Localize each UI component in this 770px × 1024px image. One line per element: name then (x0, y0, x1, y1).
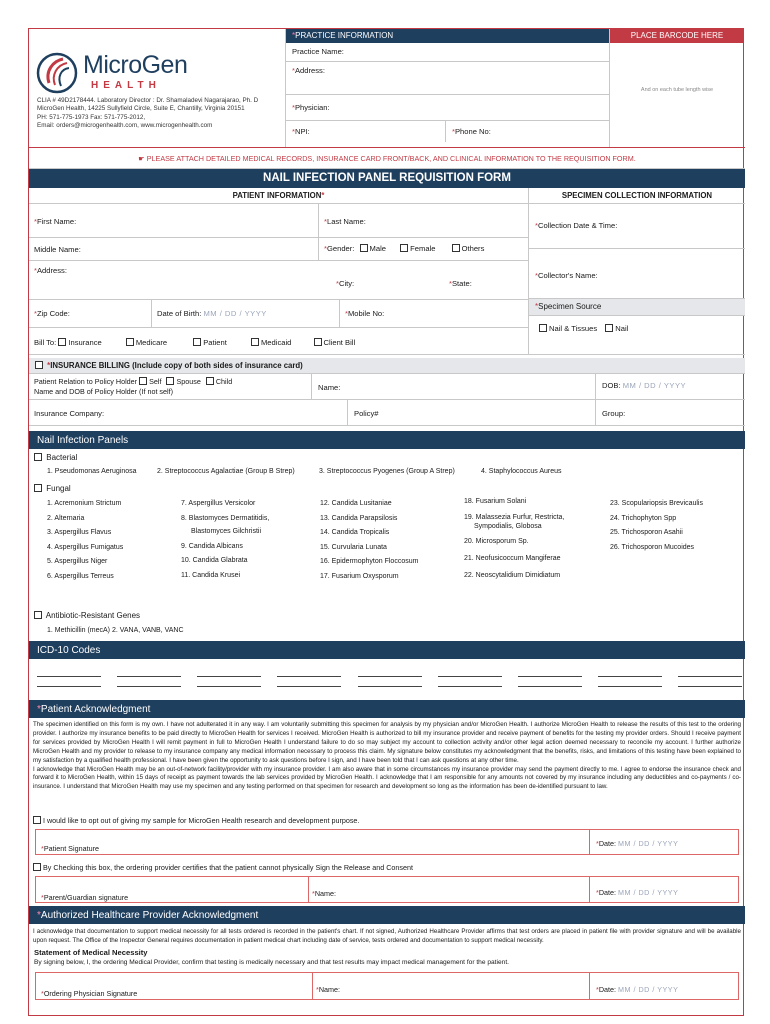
gender-female-checkbox[interactable] (400, 244, 408, 252)
list-item: 25. Trichosporon Asahii (610, 529, 683, 536)
nail-tissue-checkbox[interactable] (539, 324, 547, 332)
insurance-billing-header: *INSURANCE BILLING (Include copy of both sides of insurance card) (29, 358, 745, 374)
list-item: 10. Candida Glabrata (181, 557, 248, 564)
bacterial-checkbox[interactable] (34, 453, 42, 461)
physician-field[interactable]: *Physician: (286, 95, 609, 121)
logo (35, 49, 225, 99)
policy-holder-name-field[interactable]: Name: (312, 374, 596, 399)
list-item: 24. Trichophyton Spp (610, 514, 677, 522)
lab-info: CLIA # 49D2178444. Laboratory Director : Dr. Shamaladevi Nagarajarao, Ph. D MicroGen Health, 14225 Sullyfield Circle, Suite E, Chantilly, Virginia 20151 PH: 571-775-1973 Fax: 571-775-2012, Email: orders@microgenhealth.com, www.microgenhealth.com (37, 97, 259, 130)
collector-name-field[interactable]: *Collector's Name: (529, 249, 745, 299)
bill-insurance-checkbox[interactable] (58, 338, 66, 346)
resistant-checkbox[interactable] (34, 611, 42, 619)
icd-code-input[interactable] (277, 681, 341, 687)
physician-signature-box[interactable]: *Ordering Physician Signature *Name: *Date: MM / DD / YYYY (35, 972, 739, 1000)
nail-checkbox[interactable] (605, 324, 613, 332)
dob-field[interactable]: Date of Birth: MM / DD / YYYY (152, 300, 340, 327)
logo-mark-icon (35, 51, 79, 95)
provider-ack-header: *Authorized Healthcare Provider Acknowledgment (29, 906, 745, 924)
relation-self-checkbox[interactable] (139, 377, 147, 385)
list-item: 11. Candida Krusei (181, 571, 241, 579)
ack-paragraph-1: The specimen identified on this form is my own. I have not adulterated it in any way. I am voluntarily submitting this specimen for analysis by my physician and/or MicroGen Health. I authorize MicroGen Health to release the results of this test to the ordering provider. I authorize my insurance benefits to be paid directly to MicroGen Health for services I received. MicroGen Health is authorized to bill my insurance provider and receive payment of benefits for the testing my provider orders. Should I receive payment for services provided by MicroGen Health I will remit payment in full to MicroGen Health I understand failure to do so may subject my account to collection activity and/or other legal action deemed necessary to reconcile my account. I further authorize MicroGen Health and my provider to release to my insurance company any medical information necessary to process this claim. My signature below constitutes my acknowledgment that the benefits, risks, and limitations of this testing have been explained to my satisfaction by a qualified health professional. I have been given the opportunity to ask questions before I sign, and I have been told that I can ask questions at any other time. (33, 721, 741, 764)
practice-info (285, 29, 609, 147)
list-item: 8. Blastomyces Dermatitidis, (181, 514, 270, 522)
list-item: 6. Aspergillus Terreus (47, 572, 114, 580)
patient-address-field[interactable]: *Address: (34, 266, 67, 275)
insurance-billing-checkbox[interactable] (35, 361, 43, 369)
specimen-header: SPECIMEN COLLECTION INFORMATION (529, 188, 745, 204)
panels-header: Nail Infection Panels (29, 431, 745, 449)
city-field[interactable]: *City: (336, 279, 355, 288)
notice: ☛ PLEASE ATTACH DETAILED MEDICAL RECORDS, INSURANCE CARD FRONT/BACK, AND CLINICAL INFORMATION TO THE REQUISITION FORM. (29, 147, 745, 169)
fungal-checkbox[interactable] (34, 484, 42, 492)
guardian-signature-box[interactable]: *Parent/Guardian signature *Name: *Date: MM / DD / YYYY (35, 876, 739, 903)
icd-code-input[interactable] (678, 681, 742, 687)
insurance-company-field[interactable]: Insurance Company: (29, 400, 348, 425)
bill-patient-checkbox[interactable] (193, 338, 201, 346)
npi-field[interactable]: *NPI: (286, 121, 446, 142)
list-item: 16. Epidermophyton Floccosum (320, 558, 419, 565)
bill-medicare-checkbox[interactable] (126, 338, 134, 346)
list-item: 2. Alternaria (47, 514, 85, 522)
specimen-source-options: Nail & Tissues Nail (529, 316, 745, 355)
guardian-sign-date[interactable]: *Date: MM / DD / YYYY (596, 888, 679, 897)
list-item: 18. Fusarium Solani (464, 498, 527, 505)
icd-code-input[interactable] (438, 669, 502, 677)
cannot-sign-checkbox[interactable] (33, 863, 41, 871)
list-item: 5. Aspergillus Niger (47, 558, 108, 565)
phone-field[interactable]: *Phone No: (452, 127, 491, 136)
barcode-note: And on each tube length wise (640, 87, 714, 93)
practice-address-field[interactable]: *Address: (286, 62, 609, 95)
relation-spouse-checkbox[interactable] (166, 377, 174, 385)
list-item: 4. Staphylococcus Aureus (481, 468, 562, 475)
fungi-col-2 (181, 497, 269, 582)
icd-code-input[interactable] (598, 681, 662, 687)
ack-header: *Patient Acknowledgment (29, 700, 745, 718)
list-item: 26. Trichosporon Mucoides (610, 543, 695, 551)
collection-datetime-field[interactable]: *Collection Date & Time: (529, 204, 745, 249)
list-item: 12. Candida Lusitaniae (320, 500, 392, 507)
patient-info-header: PATIENT INFORMATION* (29, 188, 529, 204)
provider-ack-text: I acknowledge that documentation to support medical necessity for all tests ordered is recorded in the patient's chart. If not signed, Authorized Healthcare Provider affirms that test orders are placed in patient file with provider signature and will be available upon request. The Office of the Inspector General requires documentation in patient medical chart including date of service, tests ordered and documentation to support medical necessity. (33, 928, 741, 944)
icd-code-input[interactable] (197, 669, 261, 677)
icd-header: ICD-10 Codes (29, 641, 745, 659)
barcode-header: PLACE BARCODE HERE (610, 29, 744, 43)
middle-name-field[interactable]: Middle Name: (29, 238, 319, 260)
policy-holder-dob-field[interactable]: DOB: MM / DD / YYYY (602, 381, 687, 390)
icd-code-input[interactable] (277, 669, 341, 677)
list-item: Sympodialis, Globosa (474, 523, 542, 530)
relation-child-checkbox[interactable] (206, 377, 214, 385)
list-item: 4. Aspergillus Fumigatus (47, 543, 124, 551)
list-item: 21. Neofusicoccum Mangiferae (464, 555, 561, 562)
icd-code-input[interactable] (678, 669, 742, 677)
group-field[interactable]: Group: (602, 409, 626, 418)
list-item: Blastomyces Gilchristii (191, 528, 262, 535)
bacterial-group: Bacterial (34, 453, 77, 462)
brand-name: MicroGen (83, 51, 188, 79)
statement-text: By signing below, I, the ordering Medical Provider, confirm that testing is medically necessary and that test results may impact medical management for the patient. (34, 959, 509, 966)
icd-code-input[interactable] (117, 681, 181, 687)
icd-code-input[interactable] (438, 681, 502, 687)
list-item: 20. Microsporum Sp. (464, 538, 529, 545)
fungi-col-1 (47, 497, 123, 584)
practice-name-field[interactable]: Practice Name: (286, 43, 609, 62)
bill-client-checkbox[interactable] (314, 338, 322, 346)
gender-field: *Gender: Male Female Others (319, 238, 529, 260)
bill-to-row: Bill To: Insurance Medicare Patient Medicaid Client Bill (29, 328, 529, 355)
icd-code-fields (37, 669, 742, 681)
physician-sign-date[interactable]: *Date: MM / DD / YYYY (596, 985, 679, 994)
list-item: 22. Neoscytalidium Dimidiatum (464, 572, 561, 579)
fungal-group: Fungal (34, 484, 71, 493)
list-item: 2. Streptococcus Agalactiae (Group B Strep) (157, 468, 295, 475)
icd-code-input[interactable] (117, 669, 181, 677)
icd-code-input[interactable] (37, 669, 101, 677)
list-item: 9. Candida Albicans (181, 542, 243, 550)
specimen-source-header: *Specimen Source (529, 299, 745, 316)
icd-code-input[interactable] (358, 669, 422, 677)
statement-header: Statement of Medical Necessity (34, 948, 148, 957)
requisition-form (28, 28, 744, 1016)
resistant-group: Antibiotic-Resistant Genes (34, 611, 140, 620)
list-item: 15. Curvularia Lunata (320, 543, 387, 551)
opt-out-row: I would like to opt out of giving my sample for MicroGen Health research and development purpose. (33, 816, 359, 825)
bill-medicaid-checkbox[interactable] (251, 338, 259, 346)
practice-header: *PRACTICE INFORMATION (286, 29, 609, 43)
icd-code-input[interactable] (358, 681, 422, 687)
policy-number-field[interactable]: Policy# (348, 400, 596, 425)
barcode-area (609, 29, 744, 147)
guardian-name-field[interactable]: *Name: (312, 889, 336, 898)
icd-code-input[interactable] (197, 681, 261, 687)
icd-code-fields-row2 (37, 681, 742, 687)
list-item: 23. Scopulariopsis Brevicaulis (610, 500, 703, 507)
gender-others-checkbox[interactable] (452, 244, 460, 252)
opt-out-checkbox[interactable] (33, 816, 41, 824)
icd-code-input[interactable] (518, 681, 582, 687)
ack-paragraph-2: I acknowledge that MicroGen Health may be an out-of-network facility/provider with my insurance provider. I am also aware that in some circumstances my insurance provider may send the payment directly to me. I agree to endorse the insurance check and forward it to MicroGen Health, within 15 days of receipt as payment towards the lab services provided by MicroGen Health. I acknowledge that I am responsible for any amounts not covered by my insurance including any deductibles and co-payments / co-insurance. I understand that MicroGen Health may use my specimen and any testing performed on that specimen for research and development so long as the information has been de-identified pursuant to law. (33, 765, 741, 791)
patient-sign-date[interactable]: *Date: MM / DD / YYYY (596, 839, 679, 848)
icd-code-input[interactable] (518, 669, 582, 677)
first-name-field[interactable]: *First Name: (29, 204, 319, 237)
by-checking-row: By Checking this box, the ordering provider certifies that the patient cannot physically Sign the Release and Consent (33, 863, 413, 872)
policy-relation-field: Patient Relation to Policy Holder Self Spouse Child Name and DOB of Policy Holder (If not self) (29, 374, 312, 399)
physician-name-field[interactable]: *Name: (316, 985, 340, 994)
icd-code-input[interactable] (598, 669, 662, 677)
form-title: NAIL INFECTION PANEL REQUISITION FORM (29, 169, 745, 188)
mobile-field[interactable]: *Mobile No: (340, 300, 529, 327)
ack-text (29, 721, 745, 792)
gender-male-checkbox[interactable] (360, 244, 368, 252)
list-item: 1. Pseudomonas Aeruginosa (47, 468, 137, 475)
zip-field[interactable]: *Zip Code: (29, 300, 152, 327)
list-item: 3. Aspergillus Flavus (47, 529, 112, 536)
list-item: 19. Malassezia Furfur, Restricta, (464, 514, 565, 521)
fungi-col-5 (610, 497, 703, 555)
list-item: 7. Aspergillus Versicolor (181, 500, 256, 507)
list-item: 14. Candida Tropicalis (320, 529, 390, 536)
icd-code-input[interactable] (37, 681, 101, 687)
patient-signature-box[interactable]: *Patient Signature *Date: MM / DD / YYYY (35, 829, 739, 855)
list-item: 13. Candida Parapsilosis (320, 514, 398, 522)
state-field[interactable]: *State: (449, 279, 472, 288)
pointing-hand-icon: ☛ (138, 154, 147, 163)
list-item: 3. Streptococcus Pyogenes (Group A Strep) (319, 468, 455, 475)
bacteria-list (47, 465, 562, 478)
brand-sub: HEALTH (91, 80, 161, 91)
list-item: 17. Fusarium Oxysporum (320, 572, 399, 580)
fungi-col-3 (320, 497, 418, 584)
list-item: 1. Acremonium Strictum (47, 500, 122, 507)
last-name-field[interactable]: *Last Name: (319, 204, 529, 237)
resistant-list: 1. Methicillin (mecA) 2. VANA, VANB, VANC (47, 627, 184, 634)
fungi-col-4 (464, 497, 564, 580)
